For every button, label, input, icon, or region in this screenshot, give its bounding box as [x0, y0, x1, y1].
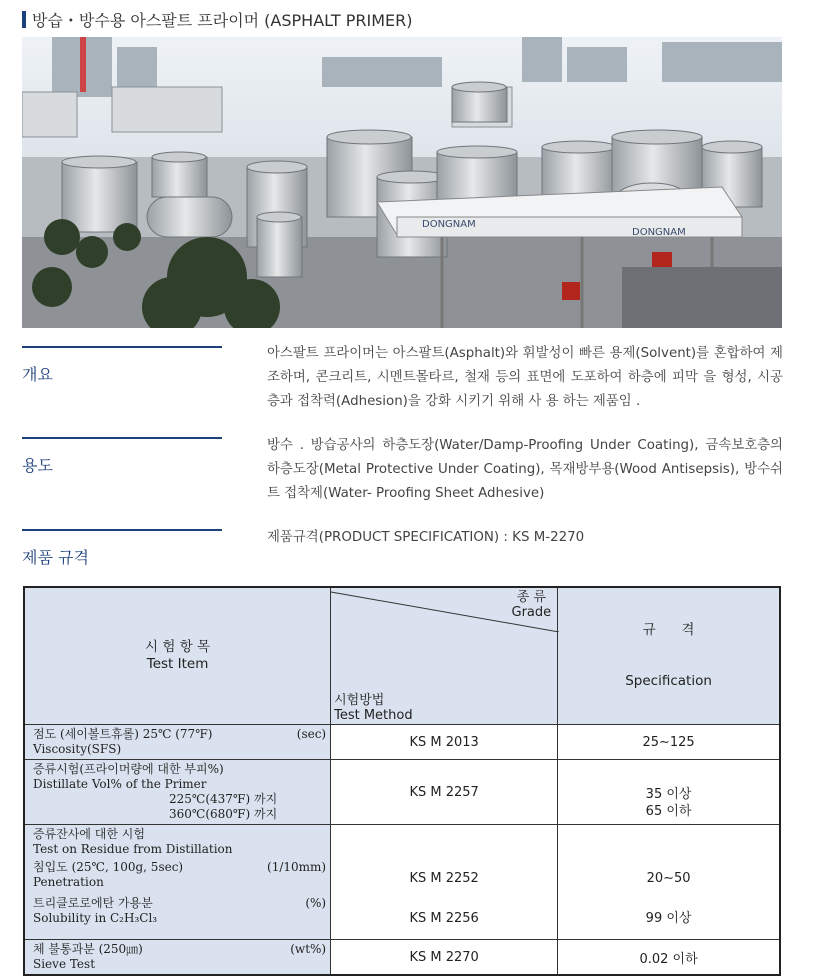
header-grade [512, 590, 552, 620]
viscosity-item [24, 725, 331, 760]
factory-photo [22, 37, 782, 328]
solubility-method: KS M 2256 [409, 911, 479, 926]
page-title-text: 방습・방수용 아스팔트 프라이머 (ASPHALT PRIMER) [32, 10, 413, 30]
table-row-sieve [24, 940, 780, 976]
header-method-en: Test Method [334, 708, 413, 723]
residue-ko: 증류잔사에 대한 시험 [33, 827, 145, 841]
distill-spec1: 35 이상 [645, 787, 692, 802]
spec-heading: 제품 규격 [22, 548, 89, 567]
factory-illustration [22, 37, 782, 328]
header-method-grade [331, 587, 558, 725]
distill-method: KS M 2257 [331, 760, 558, 825]
sieve-unit: (wt%) [290, 942, 327, 956]
viscosity-unit: (sec) [296, 727, 327, 741]
canopy-sign-left: DONGNAM [422, 219, 476, 230]
usage-heading: 용도 [22, 456, 53, 475]
penetration-method: KS M 2252 [409, 871, 479, 886]
distill-en: Distillate Vol% of the Primer [33, 777, 207, 791]
distill-ko: 증류시험(프라이머량에 대한 부피%) [33, 762, 224, 776]
header-spec-ko: 규 격 [642, 622, 695, 638]
spec-text: 제품규격(PRODUCT SPECIFICATION) : KS M-2270 [267, 530, 585, 545]
header-test-item [24, 587, 331, 725]
page-title [22, 8, 412, 30]
penetration-unit: (1/10mm) [267, 860, 327, 874]
viscosity-ko: 점도 (세이볼트휴롤) 25℃ (77℉) [33, 727, 213, 741]
header-item-ko: 시 험 항 목 [145, 639, 211, 655]
viscosity-spec: 25∼125 [558, 725, 780, 760]
residue-item [24, 825, 331, 940]
solubility-spec: 99 이상 [645, 911, 692, 926]
table-row-residue [24, 825, 780, 940]
canopy-sign-right: DONGNAM [632, 227, 686, 238]
viscosity-method: KS M 2013 [331, 725, 558, 760]
header-method [334, 693, 413, 723]
distill-spec [558, 760, 780, 825]
distill-spec2: 65 이하 [645, 804, 692, 819]
penetration-spec: 20∼50 [646, 871, 691, 886]
header-grade-en: Grade [511, 605, 552, 620]
overview-heading: 개요 [22, 365, 53, 384]
solubility-ko: 트리클로로에탄 가용분 [33, 896, 153, 910]
residue-en: Test on Residue from Distillation [33, 842, 233, 856]
usage-heading-block [22, 437, 222, 476]
usage-text: 방수 . 방습공사의 하층도장(Water/Damp-Proofing Under Coating), 금속보호층의 하층도장(Metal Protective Under Coating), 목재방부용(Wood Antisepsis), 방수쉬트 접착제(Water- Proofing Sheet Adhesive) [267, 438, 783, 501]
distill-item [24, 760, 331, 825]
table-row-distillation [24, 760, 780, 825]
sieve-method: KS M 2270 [331, 940, 558, 976]
table-row-viscosity [24, 725, 780, 760]
penetration-en: Penetration [33, 875, 104, 889]
header-method-ko: 시험방법 [334, 693, 385, 708]
overview-heading-block [22, 346, 222, 385]
residue-methods [331, 825, 558, 940]
header-spec-en: Specification [625, 673, 712, 689]
distill-sub2: 360℃(680℉) 까지 [169, 807, 278, 821]
overview-text: 아스팔트 프라이머는 아스팔트(Asphalt)와 휘발성이 빠른 용제(Solvent)를 혼합하여 제조하며, 콘크리트, 시멘트몰타르, 철재 등의 표면에 도포하여 하층에 피막 을 형성, 시공층과 접착력(Adhesion)을 강화 시키기 위해 사 용 하는 제품임 . [267, 346, 783, 409]
sieve-en: Sieve Test [33, 957, 96, 971]
sieve-spec: 0.02 이하 [558, 940, 780, 976]
sieve-item [24, 940, 331, 976]
table-header-row [24, 587, 780, 725]
penetration-ko: 침입도 (25℃, 100g, 5sec) [33, 860, 184, 874]
viscosity-en: Viscosity(SFS) [33, 742, 122, 756]
residue-specs [558, 825, 780, 940]
header-item-en: Test Item [146, 656, 209, 672]
header-grade-ko: 종 류 [516, 590, 546, 605]
solubility-unit: (%) [305, 896, 327, 910]
distill-sub1: 225℃(437℉) 까지 [169, 792, 278, 806]
title-marker [22, 11, 26, 28]
spec-table [23, 586, 781, 976]
header-specification [558, 587, 780, 725]
sieve-ko: 체 불통과분 (250㎛) [33, 942, 143, 956]
solubility-en: Solubility in C₂H₃Cl₃ [33, 911, 158, 925]
spec-heading-block [22, 529, 222, 568]
